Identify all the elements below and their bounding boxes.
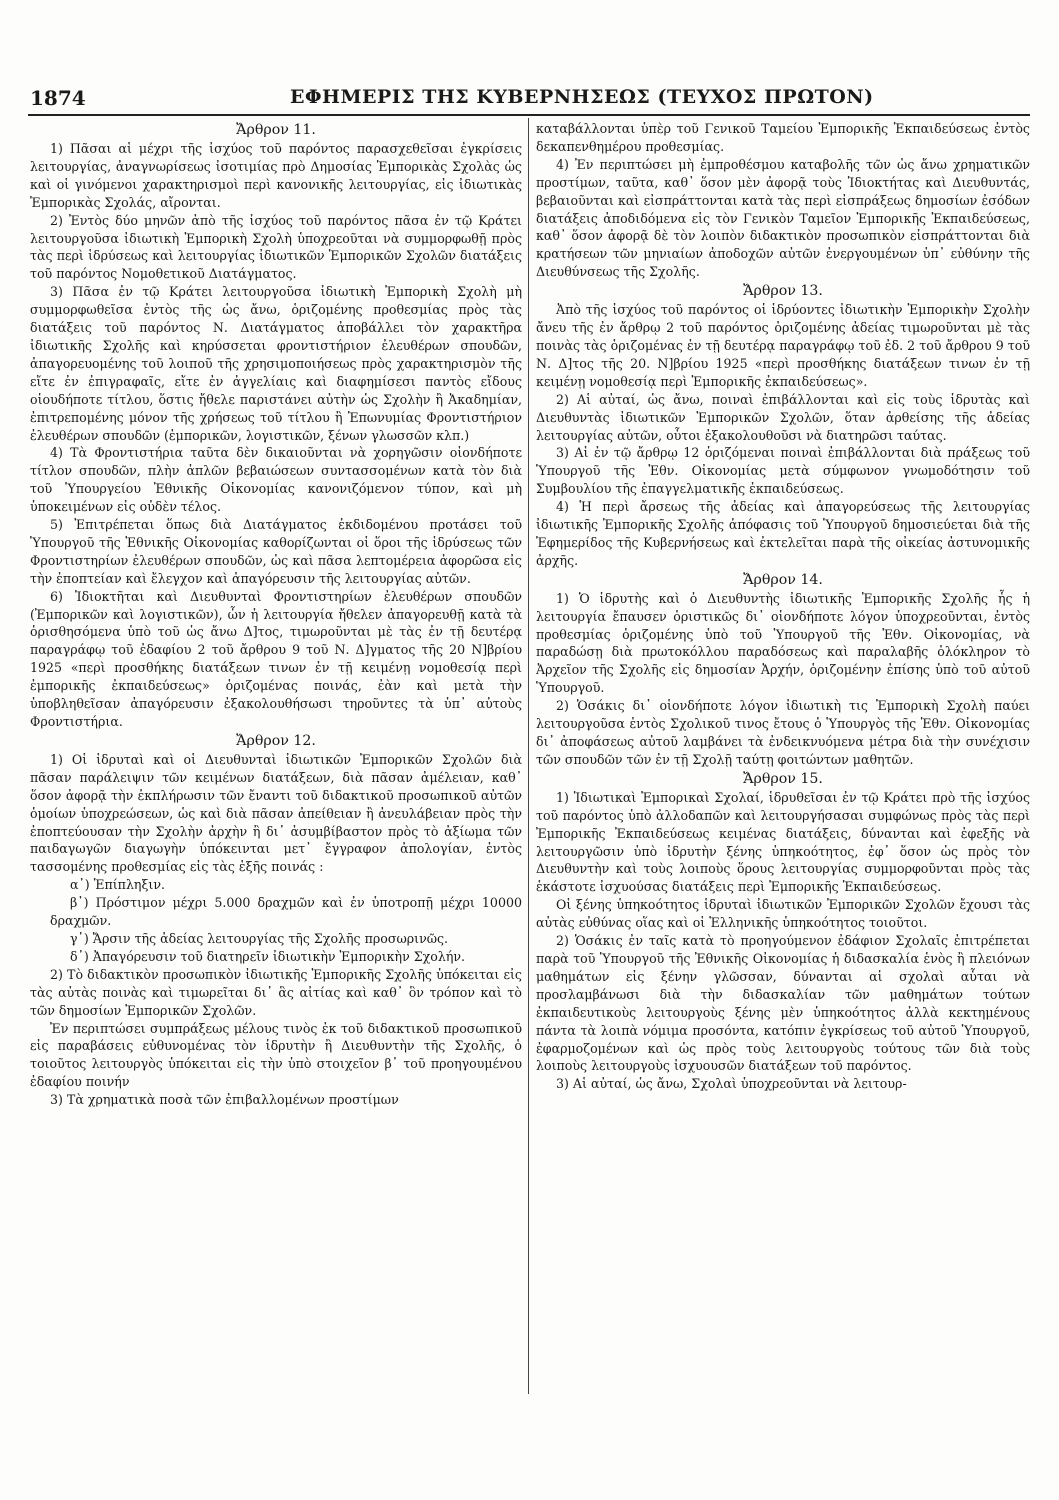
penalty-item-c: γ᾽) Ἄρσιν τῆς ἀδείας λειτουργίας τῆς Σχολῆς προσωρινῶς. <box>70 930 449 946</box>
page-header <box>30 86 1030 112</box>
article-13-paragraph-3: 3) Αἱ ἐν τῷ ἄρθρῳ 12 ὁριζόμεναι ποιναὶ ἐπιβάλλονται διὰ πράξεως τοῦ Ὑπουργοῦ τῆς Ἐθν. Οἰκονομίας μετὰ σύμφωνον γνωμοδότησιν τοῦ Συμβουλίου τῆς ἐπαγγελματικῆς ἐκπαιδεύσεως. <box>536 445 1030 497</box>
article-13-heading: Ἄρθρον 13. <box>743 283 823 300</box>
article-14-paragraph-2: 2) Ὁσάκις δι᾽ οἱονδήποτε λόγον ἰδιωτικὴ τις Ἐμπορικὴ Σχολὴ παύει λειτουργοῦσα ἐντὸς Σχολικοῦ τινος ἔτους ὁ Ὑπουργὸς τῆς Ἐθν. Οἰκονομίας δι᾽ ἀποφάσεως αὐτοῦ λαμβάνει τὰ ἐνδεικνυόμενα μέτρα διὰ τὴν συνέχισιν τῶν σπουδῶν τῶν ἐν τῇ Σχολῇ ταύτῃ φοιτώντων μαθητῶν. <box>536 698 1030 767</box>
article-11-paragraph-4: 4) Τὰ Φροντιστήρια ταῦτα δὲν δικαιοῦνται νὰ χορηγῶσιν οἱονδήποτε τίτλον σπουδῶν, πλὴν ἁπλῶν βεβαιώσεων συντασσομένων κατὰ τὸν διὰ τοῦ Ὑπουργείου Ἐθνικῆς Οἰκονομίας κανονιζόμενον τύπον, καὶ μὴ ὑποκειμένων εἰς οὐδὲν τέλος. <box>30 445 522 515</box>
column-separator <box>528 118 529 1394</box>
article-12-paragraph-4: 4) Ἐν περιπτώσει μὴ ἐμπροθέσμου καταβολῆς τῶν ὡς ἄνω χρηματικῶν προστίμων, ταῦτα, καθ᾽ ὅσον μὲν ἀφορᾷ τοὺς Ἰδιοκτήτας καὶ Διευθυντάς, βεβαιοῦνται καὶ εἰσπράττονται κατὰ τὰς περὶ εἰσπράξεως δημοσίων ἐσόδων διατάξεις ἀποδιδόμενα εἰς τὸν Γενικὸν Ταμεῖον Ἐμπορικῆς Ἐκπαιδεύσεως, καθ᾽ ὅσον ἀφορᾷ δὲ τὸν λοιπὸν διδακτικὸν προσωπικὸν εἰσπράττονται διὰ κρατήσεων τῶν μηνιαίων ἀποδοχῶν αὐτῶν ἐνεργουμένων ὑπ᾽ εὐθύνην τῆς Διευθύνσεως τῆς Σχολῆς. <box>536 156 1030 280</box>
gazette-title: ΕΦΗΜΕΡΙΣ ΤΗΣ ΚΥΒΕΡΝΗΣΕΩΣ (ΤΕΥΧΟΣ ΠΡΩΤΟΝ) <box>290 86 874 108</box>
article-11-paragraph-5: 5) Ἐπιτρέπεται ὅπως διὰ Διατάγματος ἐκδιδομένου προτάσει τοῦ Ὑπουργοῦ τῆς Ἐθνικῆς Οἰκονομίας καθορίζωνται οἱ ὅροι τῆς ἱδρύσεως τῶν Φροντιστηρίων ἐλευθέρων σπουδῶν, ὡς καὶ πᾶσα λεπτομέρεια ἀφορῶσα εἰς τὴν ἐποπτείαν καὶ ἔλεγχον καὶ ἀπαγόρευσιν τῆς λειτουργίας αὐτῶν. <box>30 517 522 586</box>
article-11-paragraph-3: 3) Πᾶσα ἐν τῷ Κράτει λειτουργοῦσα ἰδιωτικὴ Ἐμπορικὴ Σχολὴ μὴ συμμορφωθεῖσα ἐντὸς τῆς ὡς ἄνω, ὁριζομένης προθεσμίας πρὸς τὰς διατάξεις τοῦ παρόντος Ν. Διατάγματος ἀποβάλλει τὸν χαρακτῆρα ἰδιωτικῆς Σχολῆς καὶ κηρύσσεται φροντιστήριον ἐλευθέρων σπουδῶν, ἀπαγορευομένης τοῦ λοιποῦ τῆς χρησιμοποιήσεως πρὸς χαρακτηρισμὸν τῆς εἴτε ἐν ἐπιγραφαῖς, εἴτε ἐν ἀγγελίαις καὶ διαφημίσεσι παντὸς εἴδους οἱουδήποτε τίτλου, ὅστις ἤθελε παριστάνει αὐτὴν ὡς Σχολὴν ἢ Ἀκαδημίαν, ἐπιτρεπομένης μόνον τῆς χρήσεως τοῦ τίτλου ἢ Ἐπωνυμίας Φροντιστήριον ἐλευθέρων σπουδῶν (ἐμπορικῶν, λογιστικῶν, ξένων γλωσσῶν κλπ.) <box>30 284 522 443</box>
article-13-paragraph-2: 2) Αἱ αὐταί, ὡς ἄνω, ποιναὶ ἐπιβάλλονται καὶ εἰς τοὺς ἱδρυτὰς καὶ Διευθυντὰς ἰδιωτικῶν Ἐμπορικῶν Σχολῶν, ὅταν ἀρθείσης τῆς ἀδείας λειτουργίας αὐτῶν, οὗτοι ἐξακολουθοῦσι νὰ διατηρῶσι ταύτας. <box>536 391 1030 443</box>
article-12-continuation: καταβάλλονται ὑπὲρ τοῦ Γενικοῦ Ταμείου Ἐμπορικῆς Ἐκπαιδεύσεως ἐντὸς δεκαπενθημέρου προθεσμίας. <box>536 121 1030 154</box>
article-15-paragraph-2: 2) Ὁσάκις ἐν ταῖς κατὰ τὸ προηγούμενον ἐδάφιον Σχολαῖς ἐπιτρέπεται παρὰ τοῦ Ὑπουργοῦ τῆς Ἐθνικῆς Οἰκονομίας ἡ διδασκαλία ἑνὸς ἢ πλειόνων μαθημάτων εἰς ξένην γλῶσσαν, δύνανται αἱ σχολαὶ αὗται νὰ προσλαμβάνωσι διὰ τὴν διδασκαλίαν τῶν μαθημάτων τούτων ἐκπαιδευτικοὺς λειτουργοὺς ξένης μὲν ὑπηκοότητος ἀλλὰ κεκτημένους πάντα τὰ λοιπὰ νόμιμα προσόντα, κατόπιν ἐγκρίσεως τοῦ αὐτοῦ Ὑπουργοῦ, ἐφαρμοζομένων καὶ ὡς πρὸς τοὺς λειτουργοὺς τούτους τῶν διὰ τοὺς λοιποὺς λειτουργοὺς ἰσχυουσῶν διατάξεων τοῦ παρόντος. <box>536 933 1030 1074</box>
article-14-paragraph-1: 1) Ὁ ἱδρυτὴς καὶ ὁ Διευθυντὴς ἰδιωτικῆς Ἐμπορικῆς Σχολῆς ἧς ἡ λειτουργία ἔπαυσεν ὁριστικῶς δι᾽ οἱονδήποτε λόγον ὑποχρεοῦνται, ἐντὸς προθεσμίας ὁριζομένης ὑπὸ τοῦ Ὑπουργοῦ τῆς Ἐθν. Οἰκονομίας, νὰ παραδώσῃ διὰ πρωτοκόλλου παραδόσεως καὶ παραλαβῆς ὁλόκληρον τὸ Ἀρχεῖον τῆς Σχολῆς εἰς δημοσίαν Ἀρχήν, ὁριζομένην ἐπίσης ὑπὸ τοῦ αὐτοῦ Ὑπουργοῦ. <box>536 590 1030 696</box>
penalty-item-b: β᾽) Πρόστιμον μέχρι 5.000 δραχμῶν καὶ ἐν ὑποτροπῇ μέχρι 10000 δραχμῶν. <box>50 895 522 929</box>
article-11-paragraph-2: 2) Ἐντὸς δύο μηνῶν ἀπὸ τῆς ἰσχύος τοῦ παρόντος πᾶσα ἐν τῷ Κράτει λειτουργοῦσα ἰδιωτικὴ Ἐμπορικὴ Σχολὴ ὑποχρεοῦται νὰ συμμορφωθῇ πρὸς τὰς περὶ ἱδρύσεως καὶ λειτουργίας ἰδιωτικῶν Ἐμπορικῶν Σχολῶν διατάξεις τοῦ παρόντος Νομοθετικοῦ Διατάγματος. <box>30 212 522 282</box>
article-14-heading: Ἄρθρον 14. <box>743 571 823 588</box>
article-12-paragraph-2: 2) Τὸ διδακτικὸν προσωπικὸν ἰδιωτικῆς Ἐμπορικῆς Σχολῆς ὑπόκειται εἰς τὰς αὐτὰς ποινὰς καὶ τιμωρεῖται δι᾽ ἃς αἰτίας καὶ καθ᾽ ὃν τρόπον καὶ τὸ τῶν δημοσίων Ἐμπορικῶν Σχολῶν. <box>30 966 522 1018</box>
article-15-paragraph-3: 3) Αἱ αὐταί, ὡς ἄνω, Σχολαὶ ὑποχρεοῦνται νὰ λειτουρ- <box>556 1076 907 1092</box>
article-12-heading: Ἄρθρον 12. <box>236 732 316 749</box>
article-12-paragraph-2b: Ἐν περιπτώσει συμπράξεως μέλους τινὸς ἐκ τοῦ διδακτικοῦ προσωπικοῦ εἰς παραβάσεις εὐθυνομένας τὸν ἱδρυτὴν ἢ Διευθυντὴν τῆς Σχολῆς, ὁ τοιοῦτος λειτουργὸς ὑπόκειται εἰς τὴν ὑπὸ στοιχεῖον β᾽ τοῦ προηγουμένου ἐδαφίου ποινήν <box>30 1020 522 1090</box>
penalty-item-d: δ᾽) Ἀπαγόρευσιν τοῦ διατηρεῖν ἰδιωτικὴν Ἐμπορικὴν Σχολήν. <box>70 948 466 964</box>
penalty-item-a: α᾽) Ἐπίπληξιν. <box>70 877 166 893</box>
article-15-paragraph-1: 1) Ἰδιωτικαὶ Ἐμπορικαὶ Σχολαί, ἱδρυθεῖσαι ἐν τῷ Κράτει πρὸ τῆς ἰσχύος τοῦ παρόντος ὑπὸ ἀλλοδαπῶν καὶ λειτουργήσασαι συμφώνως πρὸς τὰς περὶ Ἐμπορικῆς Ἐκπαιδεύσεως κειμένας διατάξεις, δύνανται καὶ ἐφεξῆς νὰ λειτουργῶσιν ὑπὸ ἰδρυτὴν ξένης ὑπηκοότητος, ἐφ᾽ ὅσον ὡς πρὸς τὸν Διευθυντὴν καὶ τοὺς λοιποὺς ὅρους λειτουργίας συμμορφοῦνται πρὸς τὰς ἑκάστοτε ἰσχυούσας διατάξεις περὶ Ἐμπορικῆς Ἐκπαιδεύσεως. <box>536 789 1030 895</box>
article-13-paragraph-1: Ἀπὸ τῆς ἰσχύος τοῦ παρόντος οἱ ἱδρύοντες ἰδιωτικὴν Ἐμπορικὴν Σχολὴν ἄνευ τῆς ἐν ἄρθρῳ 2 τοῦ παρόντος ὁριζομένης ἀδείας τιμωροῦνται μὲ τὰς ποινὰς τὰς ὁριζομένας ἐν τῇ δευτέρᾳ παραγράφῳ τοῦ ἐδ. 2 τοῦ ἄρθρου 9 τοῦ Ν. Δ]τος τῆς 20. Ν]βρίου 1925 «περὶ προσθήκης διατάξεων τινων ἐν τῇ κειμένῃ νομοθεσίᾳ περὶ Ἐμπορικῆς ἐκπαιδεύσεως». <box>536 302 1030 389</box>
article-11-paragraph-6: 6) Ἰδιοκτῆται καὶ Διευθυνταὶ Φροντιστηρίων ἐλευθέρων σπουδῶν (Ἐμπορικῶν καὶ λογιστικῶν), ὧν ἡ λειτουργία ἤθελεν ἀπαγορευθῇ κατὰ τὰ ὁρισθησόμενα ὑπὸ τοῦ ὡς ἄνω Δ]τος, τιμωροῦνται μὲ τὰς ἐν τῇ δευτέρᾳ παραγράφῳ τοῦ ἐδαφίου 2 τοῦ ἄρθρου 9 τοῦ Ν. Δ]γματος τῆς 20 Ν]βρίου 1925 «περὶ προσθήκης διατάξεων τινων ἐν τῇ κειμένῃ νομοθεσίᾳ περὶ ἐμπορικῆς ἐκπαιδεύσεως» ὁριζομένας ποινάς, ἐὰν καὶ μετὰ τὴν ὑποβληθεῖσαν ἀπαγόρευσιν ἐξακολουθήσωσι τηροῦντες τὰ ὑπ᾽ αὐτοὺς Φροντιστήρια. <box>30 588 522 729</box>
page-number: 1874 <box>30 86 86 110</box>
article-12-paragraph-3: 3) Τὰ χρηματικὰ ποσὰ τῶν ἐπιβαλλομένων προστίμων <box>50 1092 399 1108</box>
header-rule <box>28 114 1030 116</box>
article-15-heading: Ἄρθρον 15. <box>743 770 823 787</box>
article-12-paragraph-1: 1) Οἱ ἱδρυταὶ καὶ οἱ Διευθυνταὶ ἰδιωτικῶν Ἐμπορικῶν Σχολῶν διὰ πᾶσαν παράλειψιν τῶν κειμένων διατάξεων, διὰ πᾶσαν ἀμέλειαν, καθ᾽ ὅσον ἀφορᾷ τὴν ἐκπλήρωσιν τῶν ἔναντι τοῦ διδακτικοῦ προσωπικοῦ αὐτῶν ὁμοίων ὑποχρεώσεων, ὡς καὶ διὰ πᾶσαν ἀπείθειαν ἢ ἀνευλάβειαν πρὸς τὴν ἐποπτεύουσαν τὴν Σχολὴν ἀρχὴν ἢ δι᾽ ἀσυμβίβαστον πρὸς τὸ ἀξίωμα τῶν παιδαγωγῶν διαγωγὴν ὑπόκεινται μετ᾽ ἔγγραφον ἀπολογίαν, ἐντὸς τασσομένης προθεσμίας εἰς τὰς ἑξῆς ποινάς : <box>30 751 522 875</box>
article-11-paragraph-1: 1) Πᾶσαι αἱ μέχρι τῆς ἰσχύος τοῦ παρόντος παρασχεθεῖσαι ἐγκρίσεις λειτουργίας, ἀναγνωρίσεως ἰσοτιμίας πρὸ Δημοσίας Ἐμπορικὰς Σχολὰς ὡς καὶ οἱ γινόμενοι χαρακτηρισμοὶ περὶ κανονικῆς λειτουργίας, εἰς ἰδιωτικὰς Ἐμπορικὰς Σχολάς, αἴρονται. <box>30 141 522 210</box>
article-15-paragraph-1b: Οἱ ξένης ὑπηκοότητος ἱδρυταὶ ἰδιωτικῶν Ἐμπορικῶν Σχολῶν ἔχουσι τὰς αὐτὰς εὐθύνας οἵας καὶ οἱ Ἑλληνικῆς ὑπηκοότητος τοιοῦτοι. <box>536 897 1030 931</box>
left-column <box>30 120 522 1109</box>
right-column <box>536 120 1030 1093</box>
article-13-paragraph-4: 4) Ἡ περὶ ἄρσεως τῆς ἀδείας καὶ ἀπαγορεύσεως τῆς λειτουργίας ἰδιωτικῆς Ἐμπορικῆς Σχολῆς ἀπόφασις τοῦ Ὑπουργοῦ δημοσιεύεται διὰ τῆς Ἐφημερίδος τῆς Κυβερνήσεως καὶ ἐκτελεῖται παρὰ τῆς οἰκείας ἀστυνομικῆς ἀρχῆς. <box>536 499 1030 568</box>
article-11-heading: Ἄρθρον 11. <box>236 122 316 138</box>
